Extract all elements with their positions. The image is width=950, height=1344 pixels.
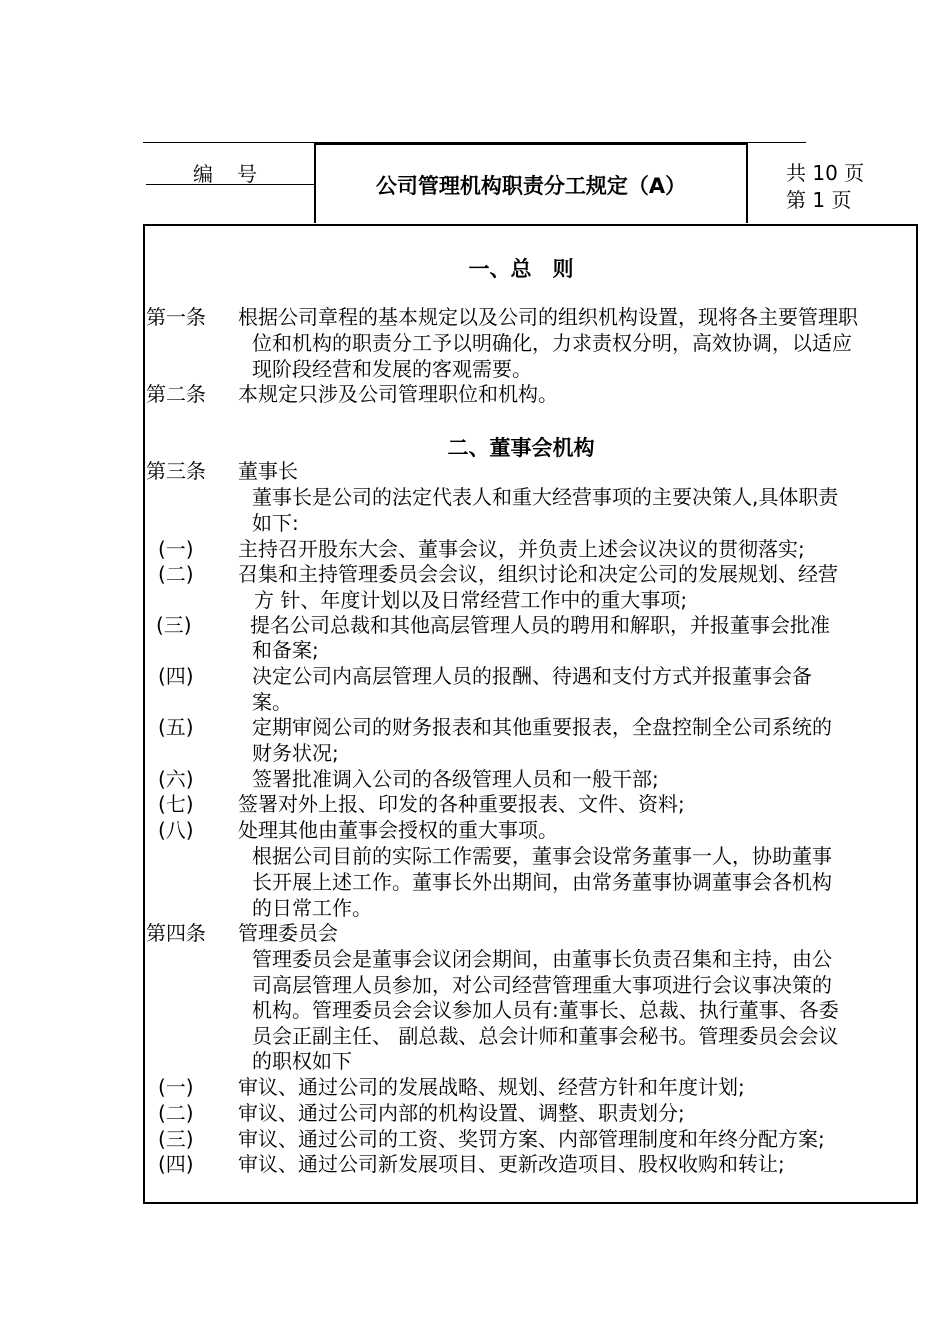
- document-title: 公司管理机构职责分工规定（A）: [375, 174, 687, 198]
- item-text: 提名公司总裁和其他高层管理人员的聘用和解职，并报董事会批准: [250, 613, 830, 637]
- article-title: 管理委员会: [238, 921, 338, 945]
- item-number: (六): [158, 767, 194, 791]
- item-text: 审议、通过公司内部的机构设置、调整、职责划分;: [238, 1101, 685, 1125]
- article-text: 机构。管理委员会会议参加人员有:董事长、总裁、执行董事、各委: [252, 998, 839, 1022]
- item-text: 决定公司内高层管理人员的报酬、待遇和支付方式并报董事会备: [252, 664, 812, 688]
- item-number: (五): [158, 715, 194, 739]
- item-number: (七): [158, 792, 194, 816]
- article-text: 如下:: [252, 511, 299, 535]
- item-number: (三): [158, 1127, 194, 1151]
- item-text: 和备案;: [252, 638, 319, 662]
- item-text: 主持召开股东大会、董事会议，并负责上述会议决议的贯彻落实;: [238, 537, 805, 561]
- article-text: 根据公司章程的基本规定以及公司的组织机构设置，现将各主要管理职: [238, 305, 858, 329]
- number-label: 编号: [193, 162, 281, 186]
- item-text: 召集和主持管理委员会会议，组织讨论和决定公司的发展规划、经营: [238, 562, 838, 586]
- item-number: (二): [158, 1101, 194, 1125]
- article-text: 本规定只涉及公司管理职位和机构。: [238, 382, 558, 406]
- section-heading-general: 一、总 则: [468, 257, 574, 281]
- item-text: 审议、通过公司的发展战略、规划、经营方针和年度计划;: [238, 1075, 745, 1099]
- item-text: 处理其他由董事会授权的重大事项。: [238, 818, 558, 842]
- article-text: 管理委员会是董事会议闭会期间，由董事长负责召集和主持，由公: [252, 947, 832, 971]
- item-number: (一): [158, 1075, 194, 1099]
- item-text: 签署批准调入公司的各级管理人员和一般干部;: [252, 767, 659, 791]
- total-pages: 共 10 页: [786, 161, 865, 185]
- page-count: [786, 160, 864, 214]
- article-text: 的日常工作。: [252, 896, 372, 920]
- current-page: 第 1 页: [786, 188, 852, 212]
- item-text: 案。: [252, 690, 292, 714]
- article-text: 员会正副主任、 副总裁、总会计师和董事会秘书。管理委员会会议: [252, 1024, 839, 1048]
- item-text: 方 针、年度计划以及日常经营工作中的重大事项;: [254, 588, 688, 612]
- article-text: 的职权如下: [252, 1049, 352, 1073]
- item-number: (四): [158, 1152, 194, 1176]
- item-text: 审议、通过公司新发展项目、更新改造项目、股权收购和转让;: [238, 1152, 785, 1176]
- article-text: 董事长是公司的法定代表人和重大经营事项的主要决策人,具体职责: [252, 485, 839, 509]
- item-text: 财务状况;: [252, 741, 339, 765]
- article-label: 第一条: [146, 305, 206, 329]
- item-number: (二): [158, 562, 194, 586]
- article-title: 董事长: [238, 459, 298, 483]
- section-heading-board: 二、董事会机构: [447, 436, 595, 460]
- item-number: (四): [158, 664, 194, 688]
- item-text: 签署对外上报、印发的各种重要报表、文件、资料;: [238, 792, 685, 816]
- item-number: (八): [158, 818, 194, 842]
- item-text: 审议、通过公司的工资、奖罚方案、内部管理制度和年终分配方案;: [238, 1127, 825, 1151]
- item-text: 定期审阅公司的财务报表和其他重要报表，全盘控制全公司系统的: [252, 715, 832, 739]
- article-text: 长开展上述工作。董事长外出期间，由常务董事协调董事会各机构: [252, 870, 832, 894]
- item-number: (一): [158, 537, 194, 561]
- article-label: 第三条: [146, 459, 206, 483]
- article-text: 位和机构的职责分工予以明确化，力求责权分明，高效协调，以适应: [252, 331, 852, 355]
- article-text: 司高层管理人员参加，对公司经营管理重大事项进行会议事决策的: [252, 973, 832, 997]
- article-label: 第二条: [146, 382, 206, 406]
- article-text: 根据公司目前的实际工作需要，董事会设常务董事一人，协助董事: [252, 844, 832, 868]
- number-field-line: [146, 184, 314, 185]
- article-text: 现阶段经营和发展的客观需要。: [252, 357, 532, 381]
- article-label: 第四条: [146, 921, 206, 945]
- item-number: (三): [156, 613, 192, 637]
